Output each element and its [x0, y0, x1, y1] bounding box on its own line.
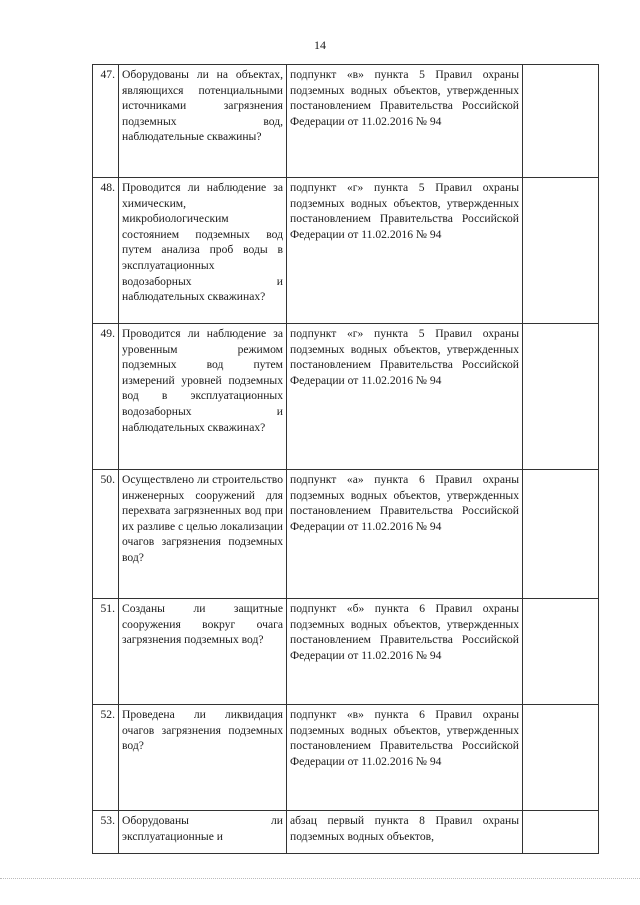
question-cell: Проводится ли наблюдение за химическим, микробиологическим состоянием подземных вод путем анализа проб воды в эксплуатационных водозаборных и наблюдательных скважинах?: [119, 178, 287, 324]
answer-cell[interactable]: [523, 324, 599, 470]
answer-cell[interactable]: [523, 470, 599, 599]
answer-cell[interactable]: [523, 811, 599, 854]
table-row: [93, 65, 599, 178]
question-cell: Проведена ли ликвидация очагов загрязнения подземных вод?: [119, 705, 287, 811]
legal-reference-cell: подпункт «в» пункта 6 Правил охраны подземных водных объектов, утвержденных постановлением Правительства Российской Федерации от 11.02.2016 № 94: [287, 705, 523, 811]
page-number: 14: [314, 38, 326, 52]
row-number: 51.: [93, 599, 119, 705]
table-row: [93, 705, 599, 811]
table-row: [93, 178, 599, 324]
row-number: 47.: [93, 65, 119, 178]
legal-reference-cell: подпункт «а» пункта 6 Правил охраны подземных водных объектов, утвержденных постановлением Правительства Российской Федерации от 11.02.2016 № 94: [287, 470, 523, 599]
table-row: [93, 599, 599, 705]
legal-reference-cell: подпункт «г» пункта 5 Правил охраны подземных водных объектов, утвержденных постановлением Правительства Российской Федерации от 11.02.2016 № 94: [287, 178, 523, 324]
row-number: 53.: [93, 811, 119, 854]
question-cell: Оборудованы ли эксплуатационные и: [119, 811, 287, 854]
row-number: 52.: [93, 705, 119, 811]
checklist-table: [92, 64, 599, 854]
legal-reference-cell: подпункт «в» пункта 5 Правил охраны подземных водных объектов, утвержденных постановлением Правительства Российской Федерации от 11.02.2016 № 94: [287, 65, 523, 178]
row-number: 50.: [93, 470, 119, 599]
answer-cell[interactable]: [523, 705, 599, 811]
table-row: [93, 811, 599, 854]
legal-reference-cell: подпункт «б» пункта 6 Правил охраны подземных водных объектов, утвержденных постановлением Правительства Российской Федерации от 11.02.2016 № 94: [287, 599, 523, 705]
table-row: [93, 324, 599, 470]
row-number: 48.: [93, 178, 119, 324]
answer-cell[interactable]: [523, 178, 599, 324]
table-row: [93, 470, 599, 599]
legal-reference-cell: абзац первый пункта 8 Правил охраны подземных водных объектов,: [287, 811, 523, 854]
scan-artifact-line: [0, 878, 640, 879]
row-number: 49.: [93, 324, 119, 470]
question-cell: Оборудованы ли на объектах, являющихся потенциальными источниками загрязнения подземных вод, наблюдательные скважины?: [119, 65, 287, 178]
answer-cell[interactable]: [523, 65, 599, 178]
legal-reference-cell: подпункт «г» пункта 5 Правил охраны подземных водных объектов, утвержденных постановлением Правительства Российской Федерации от 11.02.2016 № 94: [287, 324, 523, 470]
answer-cell[interactable]: [523, 599, 599, 705]
question-cell: Созданы ли защитные сооружения вокруг очага загрязнения подземных вод?: [119, 599, 287, 705]
question-cell: Проводится ли наблюдение за уровенным режимом подземных вод путем измерений уровней подземных вод в эксплуатационных водозаборных и наблюдательных скважинах?: [119, 324, 287, 470]
question-cell: Осуществлено ли строительство инженерных сооружений для перехвата загрязненных вод при их разливе с целью локализации очагов загрязнения подземных вод?: [119, 470, 287, 599]
